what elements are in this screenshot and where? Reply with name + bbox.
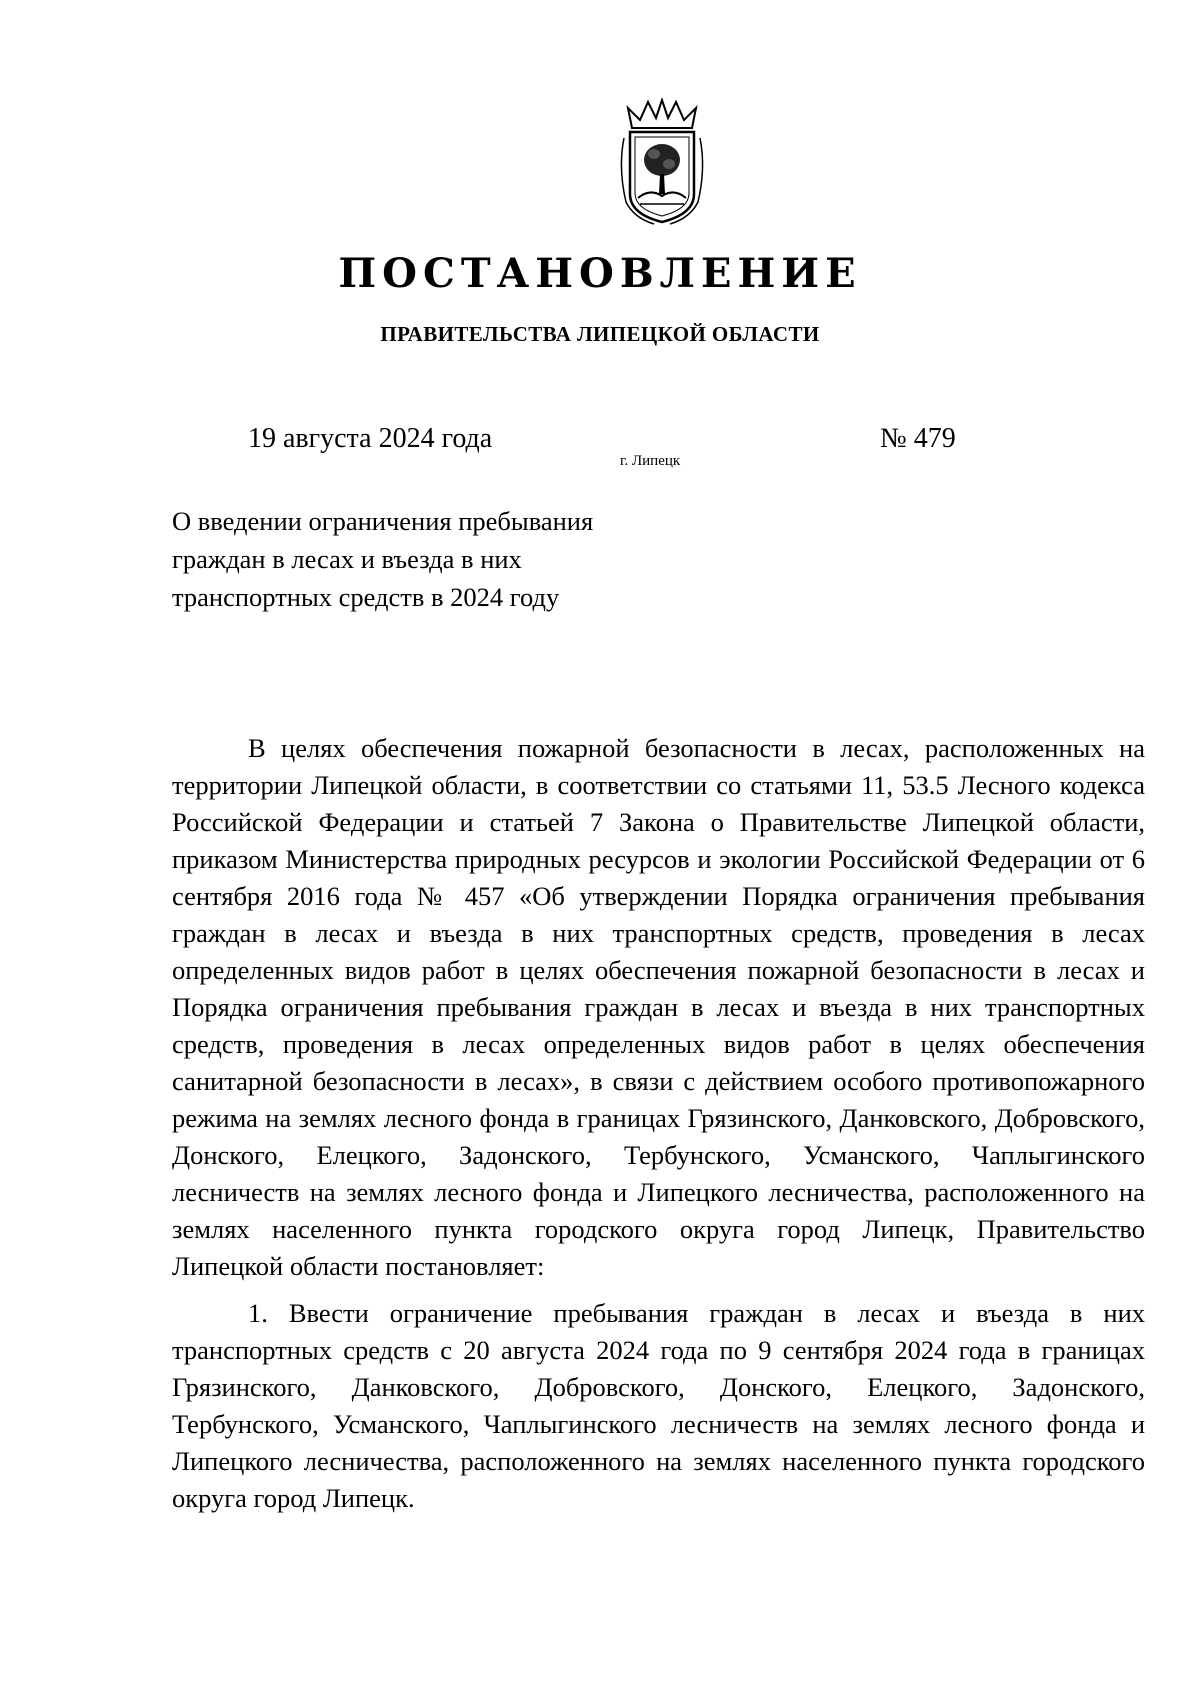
- document-title: [172, 502, 692, 616]
- title-line: транспортных средств в 2024 году: [172, 582, 560, 612]
- issuing-authority: ПРАВИТЕЛЬСТВА ЛИПЕЦКОЙ ОБЛАСТИ: [380, 322, 820, 346]
- clause-paragraph: 1. Ввести ограничение пребывания граждан в лесах и въезда в них транспортных средств с 20 августа 2024 года по 9 сентября 2024 года в границах Грязинского, Данковского, Добровского, Донского, Елецкого, Задонского, Тербунского, Усманского, Чаплыгинского лесничеств на землях лесного фонда и Липецкого лесничества, расположенного на землях населенного пункта городского округа город Липецк.: [172, 1298, 1145, 1513]
- document-body: [172, 730, 1145, 1517]
- coat-of-arms-icon: [614, 98, 710, 228]
- title-line: О введении ограничения пребывания: [172, 506, 594, 536]
- document-number: № 479: [880, 423, 956, 454]
- title-line: граждан в лесах и въезда в них: [172, 544, 522, 574]
- document-type: ПОСТАНОВЛЕНИЕ: [338, 250, 862, 297]
- preamble-paragraph: В целях обеспечения пожарной безопасности в лесах, расположенных на территории Липецкой области, в соответствии со статьями 11, 53.5 Лесного кодекса Российской Федерации и статьей 7 Закона о Правительстве Липецкой области, приказом Министерства природных ресурсов и экологии Российской Федерации от 6 сентября 2016 года № 457 «Об утверждении Порядка ограничения пребывания граждан в лесах и въезда в них транспортных средств, проведения в лесах определенных видов работ в целях обеспечения пожарной безопасности в лесах и Порядка ограничения пребывания граждан в лесах и въезда в них транспортных средств, проведения в лесах определенных видов работ в целях обеспечения санитарной безопасности в лесах», в связи с действием особого противопожарного режима на землях лесного фонда в границах Грязинского, Данковского, Добровского, Донского, Елецкого, Задонского, Тербунского, Усманского, Чаплыгинского лесничеств на землях лесного фонда и Липецкого лесничества, расположенного на землях населенного пункта городского округа город Липецк, Правительство Липецкой области постановляет:: [172, 733, 1145, 1281]
- document-city: г. Липецк: [620, 453, 681, 469]
- document-date: 19 августа 2024 года: [248, 423, 493, 454]
